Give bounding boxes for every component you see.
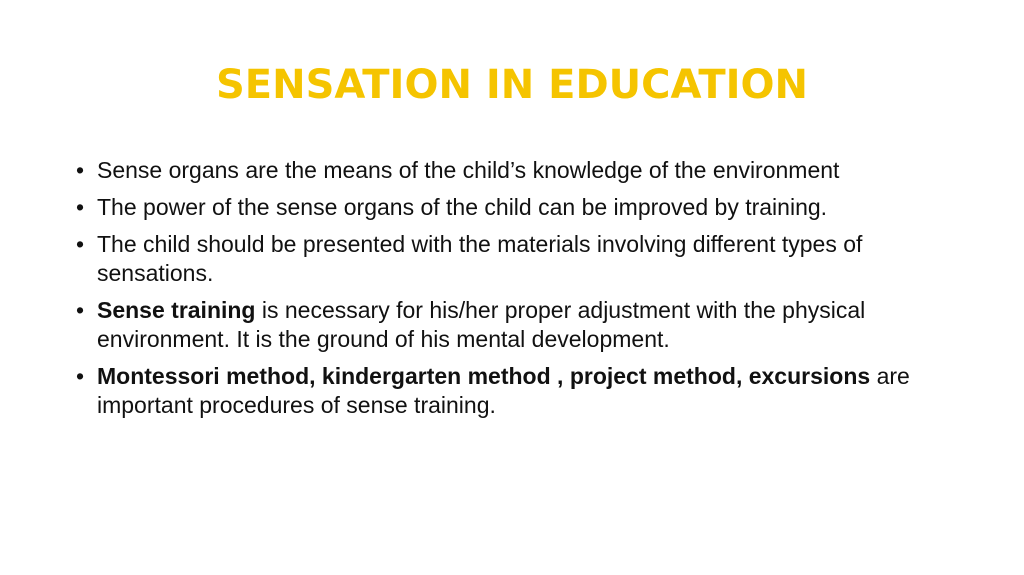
bullet-item [76, 156, 936, 185]
bullet-bold-text: Montessori method, kindergarten method , project method, excursions [97, 363, 871, 389]
bullet-item [76, 230, 936, 288]
bullet-item [76, 193, 936, 222]
bullet-list [76, 156, 936, 428]
bullet-text: is necessary for his/her proper adjustment with the physical environment. It is the ground of his mental development. [97, 297, 866, 352]
bullet-text: are important procedures of sense training. [97, 363, 910, 418]
bullet-text: The power of the sense organs of the child can be improved by training. [97, 194, 828, 220]
bullet-dot-icon: • [76, 231, 85, 257]
bullet-item [76, 296, 936, 354]
bullet-dot-icon: • [76, 157, 85, 183]
slide-title: SENSATION IN EDUCATION [216, 62, 808, 108]
bullet-dot-icon: • [76, 194, 85, 220]
bullet-dot-icon: • [76, 297, 85, 323]
bullet-bold-text: Sense training [97, 297, 256, 323]
bullet-text: Sense organs are the means of the child’s knowledge of the environment [97, 157, 840, 183]
bullet-dot-icon: • [76, 363, 85, 389]
bullet-text: The child should be presented with the materials involving different types of sensations. [97, 231, 863, 286]
bullet-item [76, 362, 936, 420]
